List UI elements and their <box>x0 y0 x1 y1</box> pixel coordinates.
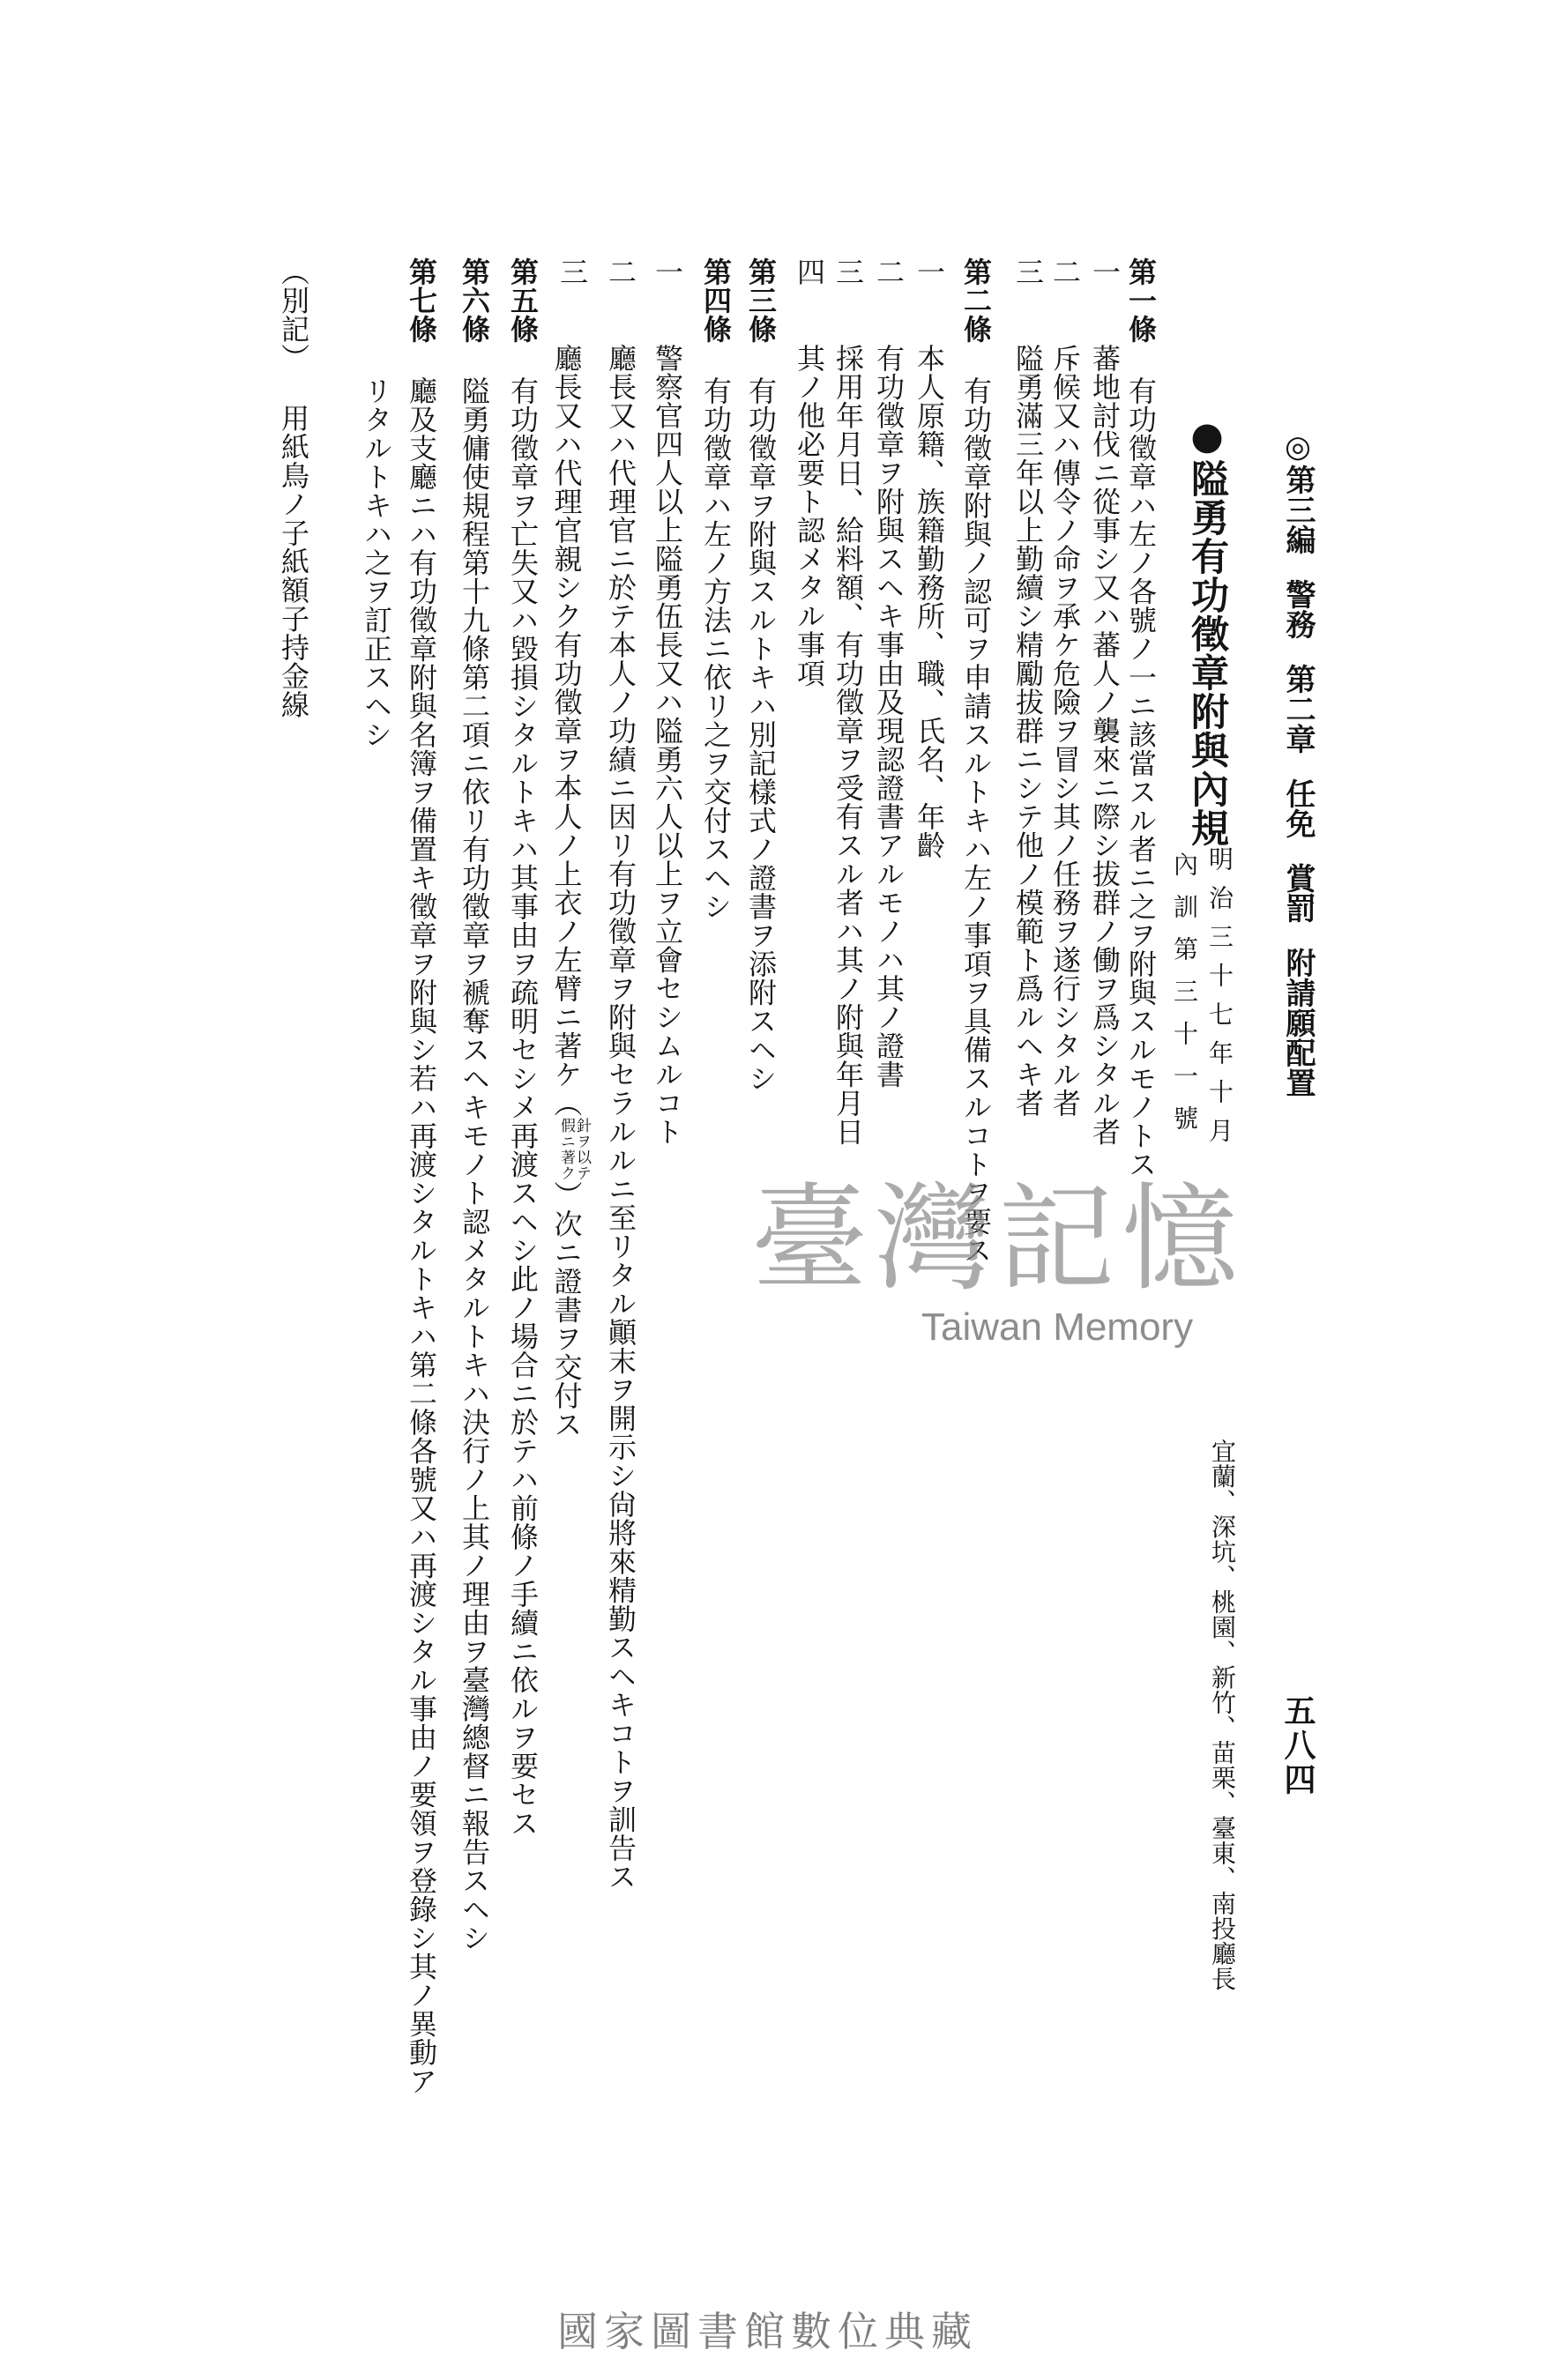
header-part-topic-1: 任免 <box>1280 778 1316 838</box>
item-label: 四 <box>793 257 826 286</box>
article-text: 有功徵章ヲ亡失又ハ毀損シタルトキハ其事由ヲ疏明セシメ再渡スヘシ此ノ場合ニ於テハ前條ノ手續ニ依ルヲ要セス <box>506 376 540 1838</box>
item-text: 本人原籍、族籍勤務所、職、氏名、年齡 <box>913 344 946 859</box>
taiwan-memory-watermark-subtitle: Taiwan Memory <box>921 1305 1194 1349</box>
item-text: 斥候又ハ傳令ノ命ヲ承ケ危險ヲ冒シ其ノ任務ヲ遂行シタル者 <box>1048 344 1082 1118</box>
article-label: 第三條 <box>744 257 778 344</box>
issue-date: 明治三十七年十月 <box>1205 846 1234 1157</box>
item-label: 一 <box>1088 257 1122 286</box>
running-header <box>1280 429 1316 1097</box>
item-label: 二 <box>604 257 637 286</box>
document-title <box>1186 414 1228 847</box>
article-label: 第五條 <box>506 257 540 344</box>
article-text: 有功徵章附與ノ認可ヲ申請スルトキハ左ノ事項ヲ具備スルコトヲ要ス <box>959 376 993 1265</box>
instruction-number: 內訓第三十一號 <box>1170 852 1199 1148</box>
article-text: リタルトキハ之ヲ訂正スヘシ <box>360 376 393 749</box>
item-label: 三 <box>555 257 589 286</box>
article-text: 廳及支廳ニハ有功徵章附與名簿ヲ備置キ徵章ヲ附與シ若ハ再渡シタルトキハ第二條各號又ハ再渡シタル事由ノ要領ヲ登錄シ其ノ異動ア <box>405 376 438 2095</box>
header-part-chapter: 第二章 <box>1280 664 1316 754</box>
item-text: 廳長又ハ代理官ニ於テ本人ノ功績ニ因リ有功徵章ヲ附與セラルルニ至リタル顚末ヲ開示シ尙將來精勤スヘキコトヲ訓告ス <box>604 344 637 1891</box>
item-text: 蕃地討伐ニ從事シ又ハ蕃人ノ襲來ニ際シ拔群ノ働ヲ爲シタル者 <box>1088 344 1122 1146</box>
item-label: 一 <box>913 257 946 286</box>
item-text: 有功徵章ヲ附與スヘキ事由及現認證書アルモノハ其ノ證書 <box>872 344 906 1089</box>
article-7-column <box>404 257 439 2285</box>
page-number: 五八四 <box>1279 1694 1316 1797</box>
article-label: 第六條 <box>458 257 491 344</box>
item-label: 三 <box>1011 257 1045 286</box>
item-text: 警察官四人以上隘勇伍長又ハ隘勇六人以上ヲ立會セシムルコト <box>651 344 684 1146</box>
article-7-continuation <box>359 257 394 2285</box>
article-label: 第一條 <box>1124 257 1158 344</box>
title-text: 隘勇有功徵章附與內規 <box>1185 459 1229 847</box>
item-label: 一 <box>651 257 684 286</box>
item-label: 三 <box>831 257 865 286</box>
article-text: 有功徵章ヲ附與スルトキハ別記樣式ノ證書ヲ添附スヘシ <box>744 376 778 1093</box>
item-text: 隘勇滿三年以上勤續シ精勵拔群ニシテ他ノ模範ト爲ルヘキ者 <box>1011 344 1045 1118</box>
item-text: 採用年月日、給料額、有功徵章ヲ受有スル者ハ其ノ附與年月日 <box>831 344 865 1146</box>
taiwan-memory-watermark: 臺灣記憶 <box>751 1171 1245 1307</box>
item-text-before-note: 廳長又ハ代理官親シク有功徵章ヲ本人ノ上衣ノ左臂ニ著ケ <box>549 344 584 1089</box>
header-part-volume: 第三編 <box>1280 465 1316 554</box>
item-text <box>549 344 591 1439</box>
article-4-item-2 <box>603 257 638 2285</box>
article-4-column <box>698 257 734 2285</box>
inline-note <box>558 1118 590 1181</box>
inline-note-line-1: 針ヲ以テ <box>573 1117 591 1181</box>
appendix-note-column <box>276 257 311 2285</box>
inline-note-line-2: 假ニ著ク <box>557 1117 575 1181</box>
article-label: 第二條 <box>959 257 993 344</box>
header-part-section: 警務 <box>1280 579 1316 639</box>
appendix-label: （別記） <box>277 257 310 372</box>
addressees: 宜蘭、深坑、桃園、新竹、苗栗、臺東、南投廳長 <box>1208 1439 1237 1991</box>
article-4-item-3 <box>549 257 591 2285</box>
title-bullet: ● <box>1185 414 1229 459</box>
item-label: 二 <box>872 257 906 286</box>
article-text: 有功徵章ハ左ノ方法ニ依リ之ヲ交付スヘシ <box>699 376 733 921</box>
appendix-text: 用紙鳥ノ子紙額子持金線 <box>277 404 310 719</box>
header-part-topic-2: 賞罰 <box>1280 863 1316 923</box>
article-text: 有功徵章ハ左ノ各號ノ一ニ該當スル者ニ之ヲ附與スルモノトス <box>1124 376 1158 1179</box>
article-text: 隘勇傭使規程第十九條第二項ニ依リ有功徵章ヲ褫奪スヘキモノト認メタルトキハ決行ノ上其ノ理由ヲ臺灣總督ニ報告スヘシ <box>458 376 491 1952</box>
item-text: 其ノ他必要ト認メタル事項 <box>793 344 826 688</box>
article-label: 第四條 <box>699 257 733 344</box>
article-label: 第七條 <box>405 257 438 344</box>
note-open-paren: （ <box>549 1089 584 1118</box>
header-part-topic-3: 附請願配置 <box>1280 948 1316 1097</box>
article-5-column <box>505 257 540 2285</box>
item-text-after-note: 次ニ證書ヲ交付ス <box>549 1209 584 1439</box>
item-label: 二 <box>1048 257 1082 286</box>
header-mark: ◎ <box>1280 429 1316 465</box>
note-close-paren: ） <box>549 1180 584 1209</box>
library-collection-footer: 國家圖書館數位典藏 <box>557 2308 978 2355</box>
article-6-column <box>457 257 492 2285</box>
article-4-item-1 <box>650 257 685 2285</box>
